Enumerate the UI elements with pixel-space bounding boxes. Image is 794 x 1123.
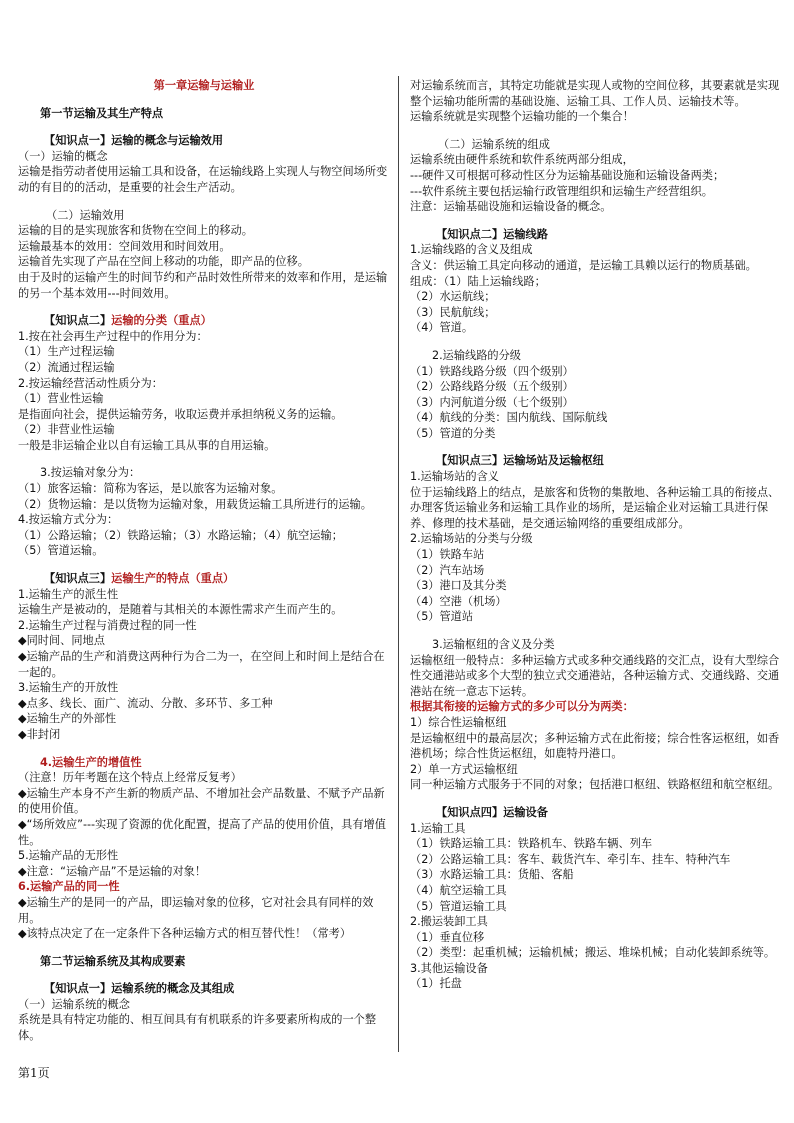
text-line: （1）垂直位移 [410,930,485,944]
page-number: 第1页 [18,1066,50,1080]
text-line: （3）港口及其分类 [410,579,507,593]
kp-text: 运输线路 [503,226,548,241]
text-line: 运输的目的是实现旅客和货物在空间上的移动。 [18,224,253,238]
text-line: 1.运输生产的派生性 [18,587,119,601]
text-line: ◆注意：“运输产品”不是运输的对象！ [18,864,207,878]
text-line: （1）营业性运输 [18,392,104,406]
text-line: （2）水运航线； [410,290,496,304]
text-line: （4）航线的分类：国内航线、国际航线 [410,411,608,425]
text-line: （1）铁路运输工具：铁路机车、铁路车辆、列车 [410,837,653,851]
section-1-title: 第一节运输及其生产特点 [40,105,164,120]
text-line: 5.运输产品的无形性 [18,849,119,863]
text-line: 组成：（1）陆上运输线路； [410,274,546,288]
text-line: ◆“场所效应”---实现了资源的优化配置，提高了产品的使用价值，具有增值性。 [18,817,386,847]
text-line: 由于及时的运输产生的时间节约和产品时效性所带来的效率和作用，是运输的另一个基本效用---时间效用。 [18,270,388,300]
knowledge-point-heading [436,453,782,469]
text-line: （注意！历年考题在这个特点上经常反复考） [18,771,242,785]
feature-heading: 4.运输生产的增值性 [40,755,142,769]
text-line: 运输枢纽一般特点：多种运输方式或多种交通线路的交汇点，设有大型综合性交通港站或多个大型的独立式交通港站，各种运输方式、交通线路、交通港站在统一意志下运转。 [410,653,780,698]
knowledge-point-heading [44,571,390,587]
text-block [18,149,390,196]
knowledge-point-heading [44,313,390,329]
text-line: 运输系统由硬件系统和软件系统两部分组成， [410,153,634,167]
text-line: 运输首先实现了产品在空间上移动的功能，即产品的位移。 [18,255,309,269]
text-line: （5）管道运输工具 [410,899,507,913]
text-line: （2）流通过程运输 [18,360,115,374]
text-line: （二）运输系统的组成 [438,137,550,151]
text-line: （1）旅客运输：简称为客运，是以旅客为运输对象。 [18,482,283,496]
knowledge-point-heading [44,981,390,997]
text-line: 是指面向社会，提供运输劳务，收取运费并承担纳税义务的运输。 [18,407,343,421]
text-line: 是运输枢纽中的最高层次；多种运输方式在此衔接；综合性客运枢纽，如香港机场；综合性货运枢纽，如鹿特丹港口。 [410,731,780,761]
text-line: ◆运输生产本身不产生新的物质产品、不增加社会产品数量、不赋予产品新的使用价值。 [18,786,385,816]
text-line: 运输是指劳动者使用运输工具和设备，在运输线路上实现人与物空间场所变动的有目的的活动，是重要的社会生产活动。 [18,165,388,194]
kp-prefix: 【知识点一】 [44,133,112,148]
text-line: 一般是非运输企业以自有运输工具从事的自用运输。 [18,438,276,452]
text-line: （2）货物运输：是以货物为运输对象，用载货运输工具所进行的运输。 [18,497,372,511]
text-line: （1）生产过程运输 [18,345,115,359]
feature-heading: 6.运输产品的同一性 [18,880,120,894]
text-line: 3.按运输对象分为： [40,466,141,480]
kp-text: 运输生产的特点（重点） [111,571,235,586]
kp-prefix: 【知识点四】 [436,804,504,819]
chapter-title: 第一章运输与运输业 [153,78,255,92]
text-line: ◆该特点决定了在一定条件下各种运输方式的相互替代性！（常考） [18,927,352,941]
text-line: 同一种运输方式服务于不同的对象；包括港口枢纽、铁路枢纽和航空枢纽。 [410,778,780,792]
text-line: （3）水路运输工具：货船、客船 [410,868,574,882]
kp-text: 运输系统的概念及其组成 [111,981,235,996]
text-line: （二）运输效用 [46,208,125,222]
text-line: 含义：供运输工具定向移动的通道，是运输工具赖以运行的物质基础。 [410,258,757,272]
text-line: ◆点多、线长、面广、流动、分散、多环节、多工种 [18,696,273,710]
text-line: （5）管道运输。 [18,544,104,558]
column-divider [398,76,399,1052]
text-line: 对运输系统而言，其特定功能就是实现人或物的空间位移，其要素就是实现整个运输功能所需的基础设施、运输工具、工作人员、运输技术等。 [410,79,780,108]
text-line: 2）单一方式运输枢纽 [410,762,518,776]
text-line: 运输生产是被动的，是随着与其相关的本源性需求产生而产生的。 [18,603,343,617]
text-line: （5）管道的分类 [410,426,496,440]
text-line: （2）非营业性运输 [18,423,115,437]
kp-prefix: 【知识点二】 [44,313,112,328]
text-line: （1）公路运输；（2）铁路运输；（3）水路运输；（4）航空运输； [18,528,343,542]
text-line: 1.运输场站的含义 [410,470,499,484]
highlight-line: 根据其衔接的运输方式的多少可以分为两类： [410,700,634,714]
text-line: 2.搬运装卸工具 [410,915,488,929]
text-line: ◆非封闭 [18,727,61,741]
text-line: 2.运输线路的分级 [432,348,521,362]
text-line: ◆运输生产的外部性 [18,712,117,726]
text-line: 2.运输生产过程与消费过程的同一性 [18,618,197,632]
knowledge-point-heading [436,805,782,821]
text-line: （2）汽车站场 [410,563,485,577]
text-line: （一）运输系统的概念 [18,997,130,1011]
section-2-title: 第二节运输系统及其构成要素 [40,953,186,968]
kp-prefix: 【知识点二】 [436,226,504,241]
text-line: 1.按在社会再生产过程中的作用分为： [18,329,208,343]
left-column [18,78,390,1044]
text-line: （4）空港（机场） [410,594,507,608]
text-line: 1.运输工具 [410,821,466,835]
kp-prefix: 【知识点三】 [44,571,112,586]
text-line: 4.按运输方式分为： [18,513,119,527]
text-line: 运输最基本的效用：空间效用和时间效用。 [18,239,231,253]
text-line: ◆同时间、同地点 [18,634,105,648]
kp-text: 运输设备 [503,804,548,819]
text-line: ◆运输产品的生产和消费这两种行为合二为一，在空间上和时间上是结合在一起的。 [18,650,385,679]
text-line: 系统是具有特定功能的、相互间具有有机联系的许多要素所构成的一个整体。 [18,1013,377,1043]
text-line: 1.运输线路的含义及组成 [410,243,533,257]
text-line: （3）内河航道分级（七个级别） [410,395,574,409]
text-line: （2）公路运输工具：客车、载货汽车、牵引车、挂车、特种汽车 [410,852,731,866]
text-line: （1）铁路线路分级（四个级别） [410,364,574,378]
text-line: 位于运输线路上的结点，是旅客和货物的集散地、各种运输工具的衔接点、办理客货运输业务和运输工具作业的场所，是运输企业对运输工具进行保养、修理的技术基础，是交通运输网络的重要组成部分。 [410,485,780,530]
text-line: 注意：运输基础设施和运输设备的概念。 [410,200,612,214]
right-column [410,78,782,992]
text-line: （4）航空运输工具 [410,883,507,897]
knowledge-point-heading [44,133,390,149]
text-line: 2.运输场站的分类与分级 [410,532,533,546]
text-line: （1）铁路车站 [410,548,485,562]
text-line: ◆运输生产的是同一的产品，即运输对象的位移，它对社会具有同样的效用。 [18,895,374,925]
text-line: （2）类型：起重机械；运输机械；搬运、堆垛机械；自动化装卸系统等。 [410,946,776,960]
text-line: 1）综合性运输枢纽 [410,715,507,729]
kp-prefix: 【知识点一】 [44,981,112,996]
kp-text: 运输的分类（重点） [111,313,212,328]
kp-text: 运输的概念与运输效用 [111,133,224,148]
text-line: （2）公路线路分级（五个级别） [410,380,574,394]
text-line: 3.运输生产的开放性 [18,681,119,695]
text-line: （1）托盘 [410,977,462,991]
kp-text: 运输场站及运输枢纽 [503,453,604,468]
text-line: 3.运输枢纽的含义及分类 [432,638,555,651]
text-line: （5）管道站 [410,610,474,624]
text-line: ---硬件又可根据可移动性区分为运输基础设施和运输设备两类； [410,168,725,182]
text-line: 3.其他运输设备 [410,961,488,975]
kp-prefix: 【知识点三】 [436,453,504,468]
text-line: （4）管道。 [410,321,474,335]
text-line: 运输系统就是实现整个运输功能的一个集合！ [410,110,634,124]
text-line: （一）运输的概念 [18,149,108,163]
text-line: 2.按运输经营活动性质分为： [18,376,163,390]
knowledge-point-heading [436,227,782,243]
text-line: （3）民航航线； [410,305,496,319]
text-line: ---软件系统主要包括运输行政管理组织和运输生产经营组织。 [410,184,713,198]
